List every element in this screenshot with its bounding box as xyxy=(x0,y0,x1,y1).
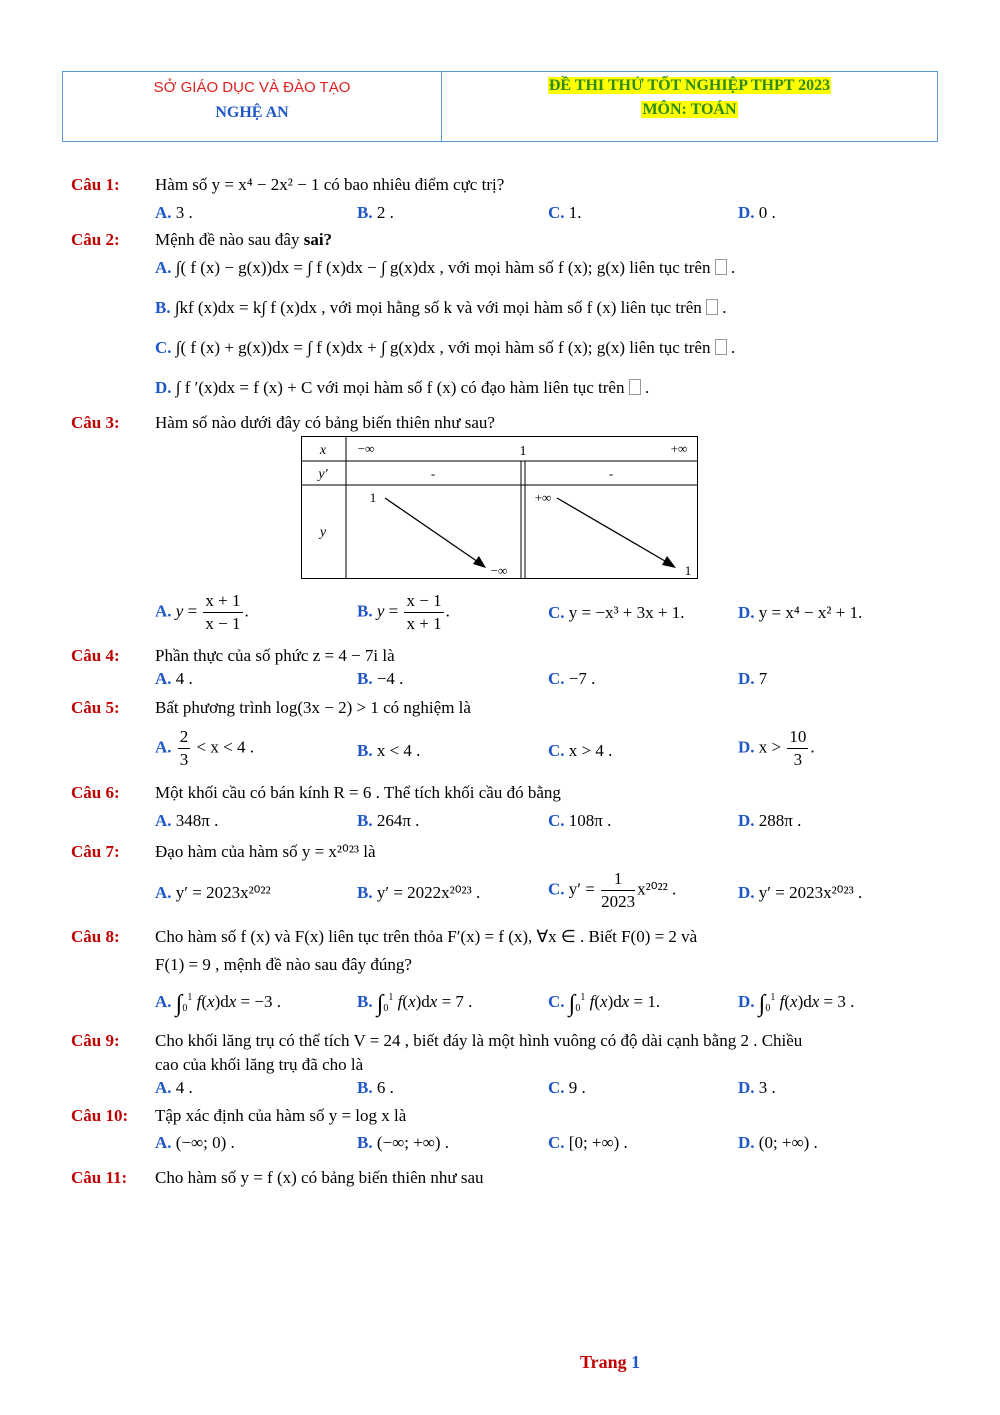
option-d[interactable]: D. ∫ f ′(x)dx = f (x) + C với mọi hàm số f (x) có đạo hàm liên tục trên . xyxy=(155,378,650,397)
real-numbers-glyph xyxy=(715,339,727,355)
option-label: C. xyxy=(548,203,565,222)
denominator: 3 xyxy=(179,750,189,769)
fraction xyxy=(601,868,635,913)
option-value: x²⁰²² . xyxy=(637,879,677,899)
real-numbers-glyph xyxy=(706,299,718,315)
question-text: Tập xác định của hàm số y = log x là xyxy=(155,1106,407,1125)
option-value: 3 . xyxy=(175,203,193,222)
option-d[interactable]: D. $\int_0^1$ f(x)dx = 3 . xyxy=(738,991,855,1017)
question-label: Câu 1: xyxy=(71,175,120,194)
option-label: A. xyxy=(155,1078,172,1097)
table-y-left-top: 1 xyxy=(369,490,377,505)
option-label: A. xyxy=(155,203,172,222)
option-label: D. xyxy=(738,1078,755,1097)
option-d[interactable] xyxy=(738,203,776,223)
decrease-arrow-left xyxy=(385,498,481,564)
option-a[interactable]: A. y = $\frac{x + 1}{x - 1}$ . xyxy=(155,591,249,633)
option-value: (−∞; 0) . xyxy=(175,1133,235,1152)
integral-icon: ∫ xyxy=(568,991,576,1017)
option-label: B. xyxy=(357,1133,373,1152)
question-label: Câu 4: xyxy=(71,646,120,665)
fraction xyxy=(404,590,443,635)
option-value: 3 . xyxy=(758,1078,776,1097)
variation-table xyxy=(301,436,698,579)
option-value: −4 . xyxy=(376,669,404,688)
option-b[interactable]: B. $\int_0^1$ f(x)dx = 7 . xyxy=(357,991,473,1017)
option-value: 4 . xyxy=(175,1078,193,1097)
header-right xyxy=(442,72,937,141)
page-number: 1 xyxy=(631,1352,641,1372)
table-sign-left: - xyxy=(430,466,436,481)
option-value: x > xyxy=(758,737,782,757)
option-b[interactable] xyxy=(357,669,403,689)
option-value: < x < 4 . xyxy=(196,737,254,757)
integral-icon: ∫ xyxy=(376,991,384,1017)
department-name: SỞ GIÁO DỤC VÀ ĐÀO TẠO xyxy=(153,79,351,96)
option-value: 0 . xyxy=(758,203,776,222)
option-d[interactable] xyxy=(738,603,862,623)
option-label: C. xyxy=(548,603,565,622)
option-b[interactable]: B. ∫kf (x)dx = k∫ f (x)dx , với mọi hằng số k và với mọi hàm số f (x) liên tục trên . xyxy=(155,298,727,317)
option-d[interactable] xyxy=(738,811,801,831)
integral-icon: ∫ xyxy=(758,991,766,1017)
option-value: ∫ f ′(x)dx = f (x) + C với mọi hàm số f (x) có đạo hàm liên tục trên xyxy=(175,378,625,397)
numerator: 2 xyxy=(178,726,191,749)
denominator: 3 xyxy=(793,750,803,769)
option-value: 264π . xyxy=(376,811,420,830)
option-value: 108π . xyxy=(568,811,612,830)
integral-icon: ∫ xyxy=(175,991,183,1017)
option-value: = −3 . xyxy=(240,992,281,1011)
option-c[interactable] xyxy=(548,868,676,913)
option-value: 7 xyxy=(758,669,768,688)
option-b[interactable] xyxy=(357,811,419,831)
question-text: Hàm số nào dưới đây có bảng biến thiên như sau? xyxy=(155,413,495,432)
real-numbers-glyph xyxy=(715,259,727,275)
question-text: Cho hàm số y = f (x) có bảng biến thiên như sau xyxy=(155,1168,484,1187)
option-value: 9 . xyxy=(568,1078,586,1097)
numerator: x − 1 xyxy=(404,590,443,613)
option-d[interactable] xyxy=(738,669,767,689)
question-text-continued: F(1) = 9 , mệnh đề nào sau đây đúng? xyxy=(155,955,412,974)
option-a[interactable]: A. $\int_0^1$ f(x)dx = −3 . xyxy=(155,991,281,1017)
option-c[interactable]: C. ∫( f (x) + g(x))dx = ∫ f (x)dx + ∫ g(x)dx , với mọi hàm số f (x); g(x) liên tục trên . xyxy=(155,338,736,357)
question-text: Một khối cầu có bán kính R = 6 . Thể tích khối cầu đó bằng xyxy=(155,783,561,802)
option-label: D. xyxy=(738,1133,755,1152)
option-a[interactable] xyxy=(155,726,254,771)
fraction xyxy=(178,726,191,771)
table-y-right-top: +∞ xyxy=(534,490,552,505)
option-value: ∫( f (x) − g(x))dx = ∫ f (x)dx − ∫ g(x)dx , với mọi hàm số f (x); g(x) liên tục trên xyxy=(175,258,711,277)
option-label: B. xyxy=(357,1078,373,1097)
table-y-right-bottom: 1 xyxy=(684,563,692,578)
option-label: D. xyxy=(738,669,755,688)
option-value: y = x⁴ − x² + 1. xyxy=(758,603,863,622)
denominator: x − 1 xyxy=(205,614,241,633)
option-value: y′ = 2022x²⁰²³ . xyxy=(376,883,481,902)
option-value: (0; +∞) . xyxy=(758,1133,818,1152)
question-label: Câu 9: xyxy=(71,1031,120,1050)
numerator: x + 1 xyxy=(203,590,242,613)
option-label: C. xyxy=(548,1078,565,1097)
option-b[interactable] xyxy=(357,203,394,223)
option-label: D. xyxy=(738,737,755,757)
option-label: A. xyxy=(155,669,172,688)
question-label: Câu 7: xyxy=(71,842,120,861)
question-text: Đạo hàm của hàm số y = x²⁰²³ là xyxy=(155,842,376,861)
option-label: C. xyxy=(548,992,565,1011)
table-row-yprime: y′ xyxy=(318,467,328,482)
option-label: C. xyxy=(548,811,565,830)
question-label: Câu 5: xyxy=(71,698,120,717)
option-label: D. xyxy=(738,203,755,222)
option-label: A. xyxy=(155,883,172,902)
option-a[interactable]: A. ∫( f (x) − g(x))dx = ∫ f (x)dx − ∫ g(x)dx , với mọi hàm số f (x); g(x) liên tục trên . xyxy=(155,258,736,277)
option-value: 288π . xyxy=(758,811,802,830)
option-value: [0; +∞) . xyxy=(568,1133,628,1152)
denominator: 2023 xyxy=(601,892,636,911)
option-value: y′ = 2023x²⁰²² xyxy=(175,883,271,902)
option-value: 2 . xyxy=(376,203,394,222)
option-value: 6 . xyxy=(376,1078,394,1097)
option-label: C. xyxy=(548,1133,565,1152)
option-a[interactable] xyxy=(155,1078,193,1098)
option-label: C. xyxy=(155,338,172,357)
table-row-y: y xyxy=(319,525,327,540)
option-b[interactable] xyxy=(357,741,420,761)
option-label: C. xyxy=(548,741,565,760)
question-label: Câu 10: xyxy=(71,1106,129,1125)
table-row-x: x xyxy=(319,443,327,458)
question-label: Câu 6: xyxy=(71,783,120,802)
option-label: B. xyxy=(357,601,373,621)
question-text-continued: cao của khối lăng trụ đã cho là xyxy=(155,1055,364,1074)
option-label: B. xyxy=(357,992,373,1011)
option-value: 4 . xyxy=(175,669,193,688)
question-text: Bất phương trình log(3x − 2) > 1 có nghiệm là xyxy=(155,698,471,717)
option-value: ∫kf (x)dx = k∫ f (x)dx , với mọi hằng số k và với mọi hàm số f (x) liên tục trên xyxy=(174,298,702,317)
option-value: −7 . xyxy=(568,669,596,688)
page-word: Trang xyxy=(580,1352,627,1372)
table-x-right: +∞ xyxy=(670,441,688,456)
table-x-left: −∞ xyxy=(357,441,375,456)
option-c[interactable] xyxy=(548,603,684,623)
option-label: A. xyxy=(155,992,172,1011)
option-label: A. xyxy=(155,601,172,621)
question-text: Cho khối lăng trụ có thể tích V = 24 , biết đáy là một hình vuông có độ dài cạnh bằng 2 . Chiều xyxy=(155,1031,803,1050)
option-label: A. xyxy=(155,737,172,757)
option-b[interactable] xyxy=(357,1078,394,1098)
option-c[interactable] xyxy=(548,741,612,761)
option-a[interactable] xyxy=(155,811,218,831)
denominator: x + 1 xyxy=(406,614,442,633)
question-text xyxy=(155,230,332,250)
numerator: 10 xyxy=(787,726,808,749)
option-value: y′ = 2023x²⁰²³ . xyxy=(758,883,863,902)
option-c[interactable] xyxy=(548,1133,628,1153)
option-d[interactable] xyxy=(738,1133,818,1153)
option-label: D. xyxy=(738,811,755,830)
option-b[interactable]: B. y = $\frac{x - 1}{x + 1}$ . xyxy=(357,591,450,633)
option-b[interactable] xyxy=(357,883,480,903)
fraction xyxy=(787,726,808,771)
option-value: (−∞; +∞) . xyxy=(376,1133,450,1152)
exam-header xyxy=(62,71,938,142)
option-label: A. xyxy=(155,1133,172,1152)
option-label: B. xyxy=(357,203,373,222)
option-value: ∫( f (x) + g(x))dx = ∫ f (x)dx + ∫ g(x)dx , với mọi hàm số f (x); g(x) liên tục trên xyxy=(175,338,711,357)
option-label: B. xyxy=(357,883,373,902)
real-numbers-glyph xyxy=(629,379,641,395)
option-c[interactable] xyxy=(548,811,611,831)
table-sign-right: - xyxy=(608,466,614,481)
question-text-emphasis: sai? xyxy=(303,230,333,249)
option-c[interactable] xyxy=(548,669,595,689)
option-label: C. xyxy=(548,669,565,688)
question-label: Câu 11: xyxy=(71,1168,128,1187)
page-footer xyxy=(580,1352,640,1373)
option-a[interactable] xyxy=(155,883,271,903)
option-value: = 1. xyxy=(633,992,661,1011)
question-text-main: Mệnh đề nào sau đây xyxy=(155,230,300,249)
option-prefix: y′ = xyxy=(568,879,595,899)
option-d[interactable] xyxy=(738,883,862,903)
question-label: Câu 2: xyxy=(71,230,120,249)
question-text: Hàm số y = x⁴ − 2x² − 1 có bao nhiêu điểm cực trị? xyxy=(155,175,505,194)
option-label: D. xyxy=(155,378,172,397)
option-a[interactable] xyxy=(155,1133,235,1153)
option-value: = 7 . xyxy=(441,992,473,1011)
option-a[interactable] xyxy=(155,203,193,223)
option-value: = 3 . xyxy=(823,992,855,1011)
option-label: B. xyxy=(357,741,373,760)
header-left xyxy=(63,72,442,141)
arrow-head-icon xyxy=(473,556,486,568)
question-label: Câu 8: xyxy=(71,927,120,946)
option-c[interactable] xyxy=(548,1078,586,1098)
table-y-left-bottom: −∞ xyxy=(490,563,508,578)
question-text: Cho hàm số f (x) và F(x) liên tục trên thỏa F′(x) = f (x), ∀x ∈ . Biết F(0) = 2 và xyxy=(155,927,698,946)
option-label: B. xyxy=(357,811,373,830)
exam-title: ĐỀ THI THỬ TỐT NGHIỆP THPT 2023 xyxy=(548,77,831,94)
question-label: Câu 3: xyxy=(71,413,120,432)
option-value: x < 4 . xyxy=(376,741,421,760)
option-label: D. xyxy=(738,992,755,1011)
option-label: B. xyxy=(357,669,373,688)
option-label: D. xyxy=(738,603,755,622)
table-x-mid: 1 xyxy=(519,444,527,459)
fraction xyxy=(203,590,242,635)
option-label: D. xyxy=(738,883,755,902)
option-value: x > 4 . xyxy=(568,741,613,760)
province-name: NGHỆ AN xyxy=(215,104,289,121)
option-b[interactable] xyxy=(357,1133,449,1153)
decrease-arrow-right xyxy=(557,498,670,564)
numerator: 1 xyxy=(601,868,635,891)
option-c[interactable]: C. $\int_0^1$ f(x)dx = 1. xyxy=(548,991,661,1017)
arrow-head-icon xyxy=(662,556,676,568)
exam-subject: MÔN: TOÁN xyxy=(642,101,737,118)
option-value: y = −x³ + 3x + 1. xyxy=(568,603,685,622)
option-value: 1. xyxy=(568,203,582,222)
option-d[interactable] xyxy=(738,1078,776,1098)
option-label: B. xyxy=(155,298,171,317)
option-a[interactable] xyxy=(155,669,193,689)
option-label: A. xyxy=(155,811,172,830)
option-label: C. xyxy=(548,879,565,899)
option-c[interactable] xyxy=(548,203,582,223)
option-label: A. xyxy=(155,258,172,277)
question-text: Phần thực của số phức z = 4 − 7i là xyxy=(155,646,395,665)
option-value: 348π . xyxy=(175,811,219,830)
option-d[interactable]: D. x > $\frac{10}{3}$ . xyxy=(738,727,815,769)
